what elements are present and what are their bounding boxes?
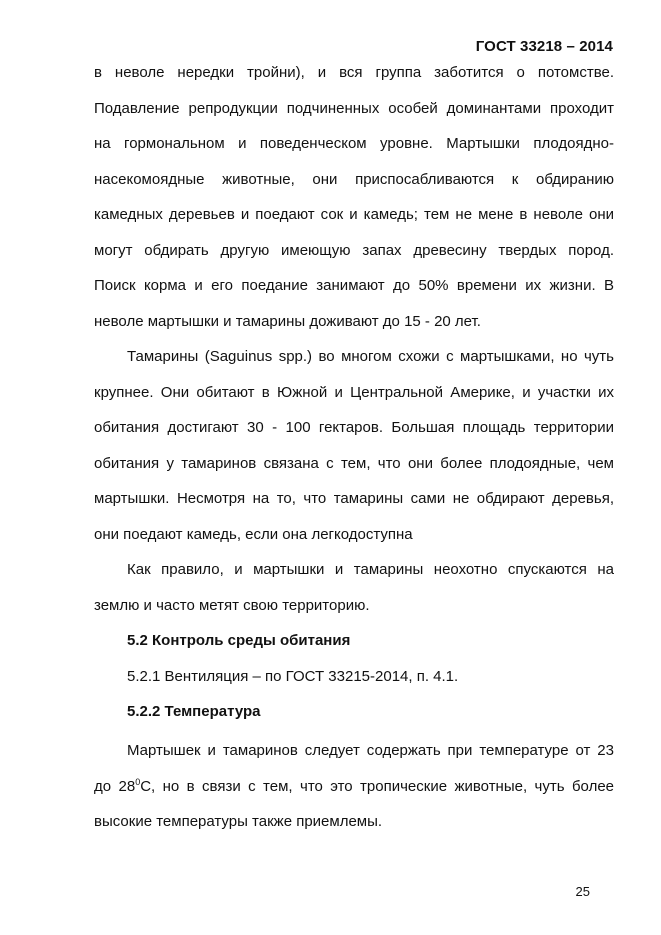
text-line: могут обдирать другую имеющую запах древесину твердых пород. xyxy=(94,241,614,259)
text-line: обитания у тамаринов связана с тем, что они более плодоядные, чем xyxy=(94,454,614,472)
section-heading: 5.2 Контроль среды обитания xyxy=(127,632,351,649)
section-5-2 xyxy=(94,623,614,730)
degree-superscript: 0 xyxy=(135,776,141,787)
paragraph-temperature xyxy=(94,733,614,840)
text-line: землю и часто метят свою территорию. xyxy=(94,596,370,614)
text-line: неволе мартышки и тамарины доживают до 15 - 20 лет. xyxy=(94,312,481,330)
text-line: Подавление репродукции подчиненных особей доминантами проходит xyxy=(94,99,614,117)
text-line: насекомоядные животные, они приспосабливаются к обдиранию xyxy=(94,170,614,188)
text-fragment: до 28 xyxy=(94,777,136,795)
text-line: обитания достигают 30 - 100 гектаров. Большая площадь территории xyxy=(94,419,614,436)
text-line: на гормональном и поведенческом уровне. Мартышки плодоядно- xyxy=(94,135,614,152)
text-line: мартышки. Несмотря на то, что тамарины сами не обдирают деревья, xyxy=(94,490,614,507)
text-line: Мартышек и тамаринов следует содержать при температуре от 23 xyxy=(127,742,614,759)
text-line xyxy=(94,769,614,805)
paragraph-tamarins xyxy=(94,339,614,552)
text-line: Тамарины (Saguinus spp.) во многом схожи с мартышками, но чуть xyxy=(127,348,614,365)
text-line: камедных деревьев и поедают сок и камедь; тем не мене в неволе они xyxy=(94,206,614,223)
page-number: 25 xyxy=(575,884,590,899)
text-line: в неволе нередки тройни), и вся группа заботится о потомстве. xyxy=(94,64,614,81)
text-line: они поедают камедь, если она легкодоступна xyxy=(94,525,413,543)
standard-header: ГОСТ 33218 – 2014 xyxy=(475,38,613,55)
text-line: Как правило, и мартышки и тамарины неохотно спускаются на xyxy=(127,561,614,578)
paragraph-continuation xyxy=(94,55,614,339)
text-line: Поиск корма и его поедание занимают до 50% времени их жизни. В xyxy=(94,277,614,294)
subsection-heading: 5.2.2 Температура xyxy=(127,703,261,720)
subsection-item: 5.2.1 Вентиляция – по ГОСТ 33215-2014, п. 4.1. xyxy=(127,667,459,685)
text-line: крупнее. Они обитают в Южной и Центральной Америке, и участки их xyxy=(94,383,614,401)
text-line: высокие температуры также приемлемы. xyxy=(94,813,383,830)
text-fragment: С, но в связи с тем, что это тропические животные, чуть более xyxy=(140,777,614,795)
paragraph-territory xyxy=(94,552,614,623)
